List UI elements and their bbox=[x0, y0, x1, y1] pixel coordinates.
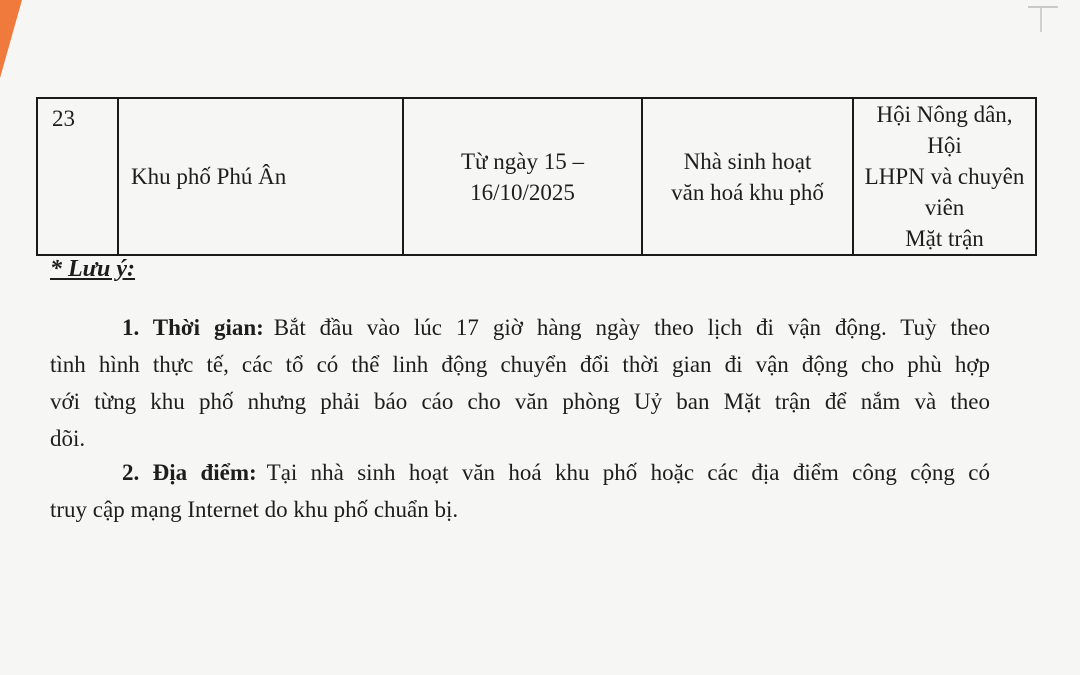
cell-stt: 23 bbox=[37, 98, 118, 255]
paragraph-line: tình hình thực tế, các tổ có thể linh động chuyển đổi thời gian đi vận động cho phù hợp bbox=[50, 352, 990, 377]
cell-responsible-line: LHPN và chuyên viên bbox=[864, 164, 1025, 220]
note-paragraph-location bbox=[50, 454, 990, 528]
paragraph-line bbox=[50, 309, 990, 346]
cell-location bbox=[642, 98, 853, 255]
paragraph-line-text: Bắt đầu vào lúc 17 giờ hàng ngày theo lịch đi vận động. Tuỳ theo bbox=[273, 315, 990, 340]
schedule-table bbox=[36, 97, 1037, 256]
notes-heading: * Lưu ý: bbox=[50, 256, 136, 282]
cell-location-line: văn hoá khu phố bbox=[671, 179, 824, 205]
paragraph-line: dõi. bbox=[50, 426, 86, 451]
cell-place: Khu phố Phú Ân bbox=[118, 98, 403, 255]
page-edge-mark bbox=[1028, 6, 1058, 8]
cell-responsible-line: Mặt trận bbox=[905, 226, 984, 251]
paragraph-line: truy cập mạng Internet do khu phố chuẩn bị. bbox=[50, 497, 459, 522]
cell-responsible bbox=[853, 98, 1036, 255]
cell-date bbox=[403, 98, 642, 255]
paragraph-line bbox=[50, 454, 990, 491]
note-lead: 2. Địa điểm: bbox=[122, 460, 257, 485]
cell-date-line: 16/10/2025 bbox=[470, 179, 575, 205]
page-edge-mark-vertical bbox=[1040, 8, 1042, 32]
note-paragraph-time bbox=[50, 309, 990, 457]
table-row bbox=[37, 98, 1036, 255]
cell-location-line: Nhà sinh hoạt bbox=[683, 148, 812, 174]
cell-date-line: Từ ngày 15 – bbox=[461, 148, 584, 174]
orange-corner-mark bbox=[0, 0, 22, 78]
note-lead: 1. Thời gian: bbox=[122, 315, 264, 340]
paragraph-line-text: Tại nhà sinh hoạt văn hoá khu phố hoặc các địa điểm công cộng có bbox=[266, 460, 990, 485]
paragraph-line: với từng khu phố nhưng phải báo cáo cho văn phòng Uỷ ban Mặt trận để nắm và theo bbox=[50, 389, 990, 414]
cell-responsible-line: Hội Nông dân, Hội bbox=[876, 102, 1013, 158]
